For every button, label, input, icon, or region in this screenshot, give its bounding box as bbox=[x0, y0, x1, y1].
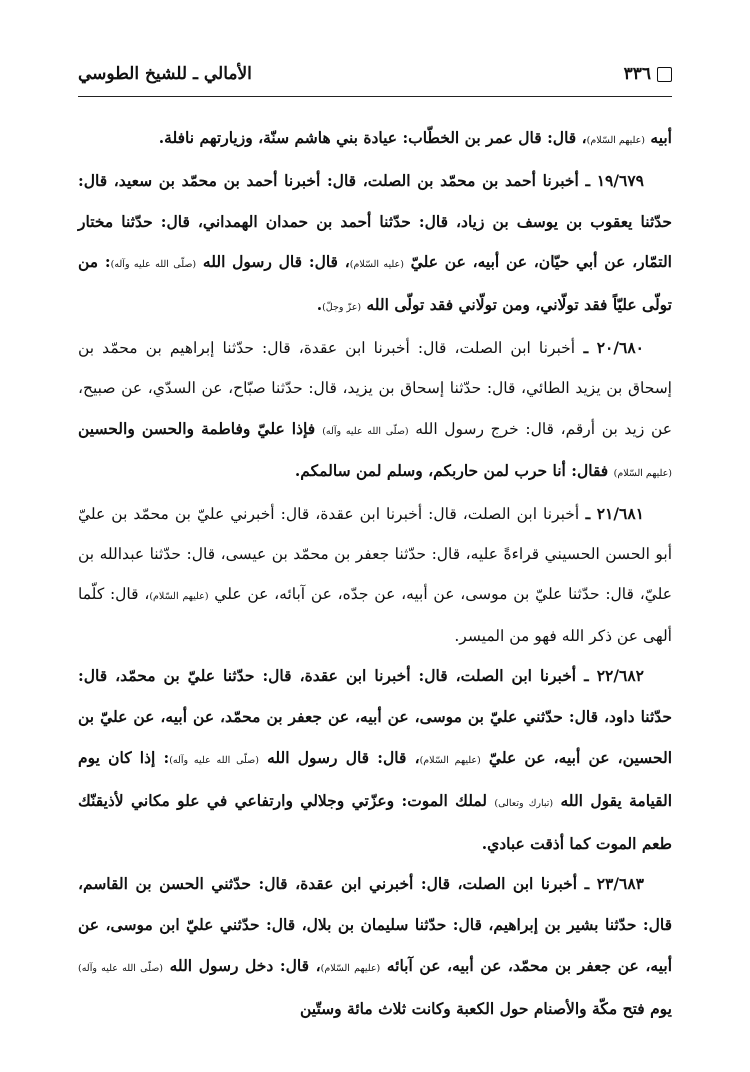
text-segment: فإذا عليّ وفاطمة والحسن والحسين bbox=[78, 418, 323, 438]
header-divider bbox=[78, 96, 672, 97]
honorific: (صلّى الله عليه وآله) bbox=[78, 962, 164, 974]
paragraph-continuation bbox=[78, 118, 672, 161]
hadith-number: ٢٢/٦٨٢ ـ bbox=[576, 666, 644, 686]
text-segment: أخبرنا ابن الصلت، قال: أخبرني ابن عقدة، قال: حدّثني الحسن بن القاسم، قال: حدّثنا بشير بن إبراهيم، قال: حدّثنا سليمان بن بلال، قال: حدّثني عليّ ابن موسى، عن أبيه، عن جعفر بن محمّد، عن أبيه، عن آبائه bbox=[78, 874, 673, 975]
hadith-paragraph bbox=[78, 864, 672, 1029]
honorific: (عليهم السّلام) bbox=[320, 962, 381, 974]
text-segment: ، قال: دخل رسول الله bbox=[163, 955, 321, 975]
text-segment: . bbox=[316, 295, 323, 315]
honorific: (صلّى الله عليه وآله) bbox=[322, 425, 409, 437]
page-header bbox=[78, 58, 672, 90]
hadith-number: ١٩/٦٧٩ ـ bbox=[578, 170, 644, 190]
honorific: (صلّى الله عليه وآله) bbox=[110, 259, 197, 271]
honorific: (تبارك وتعالى) bbox=[494, 797, 554, 809]
text-segment: فقال: أنا حرب لمن حاربكم، وسلم لمن سالمكم. bbox=[294, 461, 614, 481]
page-number: ٣٣٦ bbox=[623, 64, 651, 84]
text-segment: أخبرنا أحمد بن محمّد بن الصلت، قال: أخبرنا أحمد بن محمّد بن سعيد، قال: حدّثنا يعقوب بن يوسف بن زياد، قال: حدّثنا أحمد بن حمدان الهمداني، قال: حدّثنا مختار التمّار، عن أبي حيّان، عن أبيه، عن عليّ bbox=[78, 170, 672, 272]
honorific: (عليهم السّلام) bbox=[149, 590, 209, 602]
hadith-paragraph bbox=[78, 494, 672, 656]
text-segment: أخبرنا ابن الصلت، قال: أخبرنا ابن عقدة، قال: حدّثنا إبراهيم بن محمّد بن إسحاق بن يزيد الطائي، قال: حدّثنا إسحاق بن يزيد، قال: حدّثنا صبّاح، عن السدّي، عن صبيح، عن زيد بن أرقم، قال: خرج رسول الله bbox=[78, 338, 672, 438]
text-segment: ، قال: قال رسول الله bbox=[196, 252, 350, 272]
hadith-paragraph bbox=[78, 328, 672, 494]
text-segment: يوم فتح مكّة والأصنام حول الكعبة وكانت ثلاث مائة وستّين bbox=[300, 998, 672, 1018]
honorific: (صلّى الله عليه وآله) bbox=[169, 754, 259, 766]
text-segment: ، قال: كلّما ألهى عن ذكر الله فهو من الميسر. bbox=[78, 584, 672, 645]
page-number-group bbox=[624, 64, 672, 84]
honorific: (عليهم السّلام) bbox=[586, 135, 645, 146]
text-segment: لملك الموت: وعزّتي وجلالي وارتفاعي في علو مكاني لأذيقنّك طعم الموت كما أذقت عبادي. bbox=[78, 790, 672, 853]
hadith-number: ٢٠/٦٨٠ ـ bbox=[575, 337, 644, 357]
running-title: الأمالي ـ للشيخ الطوسي bbox=[78, 64, 252, 84]
hadith-paragraph bbox=[78, 161, 672, 328]
square-ornament-icon bbox=[657, 67, 672, 82]
honorific: (عليهم السّلام) bbox=[613, 468, 672, 480]
honorific: (عزّ وجلّ) bbox=[322, 302, 362, 314]
honorific: (عليهم السّلام) bbox=[419, 754, 481, 766]
text-segment: : إذا كان يوم القيامة يقول الله bbox=[78, 747, 672, 810]
text-segment: : من تولّى عليّاً فقد تولّاني، ومن تولّاني فقد تولّى الله bbox=[78, 252, 672, 315]
document-body bbox=[78, 118, 672, 1030]
hadith-paragraph bbox=[78, 656, 672, 864]
hadith-number: ٢٣/٦٨٣ ـ bbox=[577, 874, 644, 894]
text-segment: أخبرنا ابن الصلت، قال: أخبرنا ابن عقدة، قال: أخبرني عليّ بن محمّد بن عليّ أبو الحسن الحسيني قراءةً عليه، قال: حدّثنا جعفر بن محمّد بن عيسى، قال: حدّثنا عبدالله بن عليّ، قال: حدّثنا عليّ بن موسى، عن أبيه، عن جدّه، عن آبائه، عن علي bbox=[78, 505, 672, 603]
hadith-number: ٢١/٦٨١ ـ bbox=[579, 504, 644, 524]
text-segment: ، قال: قال رسول الله bbox=[258, 747, 420, 767]
honorific: (عليه السّلام) bbox=[349, 259, 404, 271]
text-segment: أخبرنا ابن الصلت، قال: أخبرنا ابن عقدة، قال: حدّثنا عليّ بن محمّد، قال: حدّثنا داود، قال: حدّثني عليّ بن موسى، عن أبيه، عن جعفر بن محمّد، عن أبيه، عن عليّ بن الحسين، عن أبيه، عن عليّ bbox=[78, 666, 673, 767]
text-segment: ، قال: قال عمر بن الخطّاب: عيادة بني هاشم سنّة، وزيارتهم نافلة. bbox=[158, 128, 587, 147]
text-segment: أبيه bbox=[644, 128, 672, 147]
